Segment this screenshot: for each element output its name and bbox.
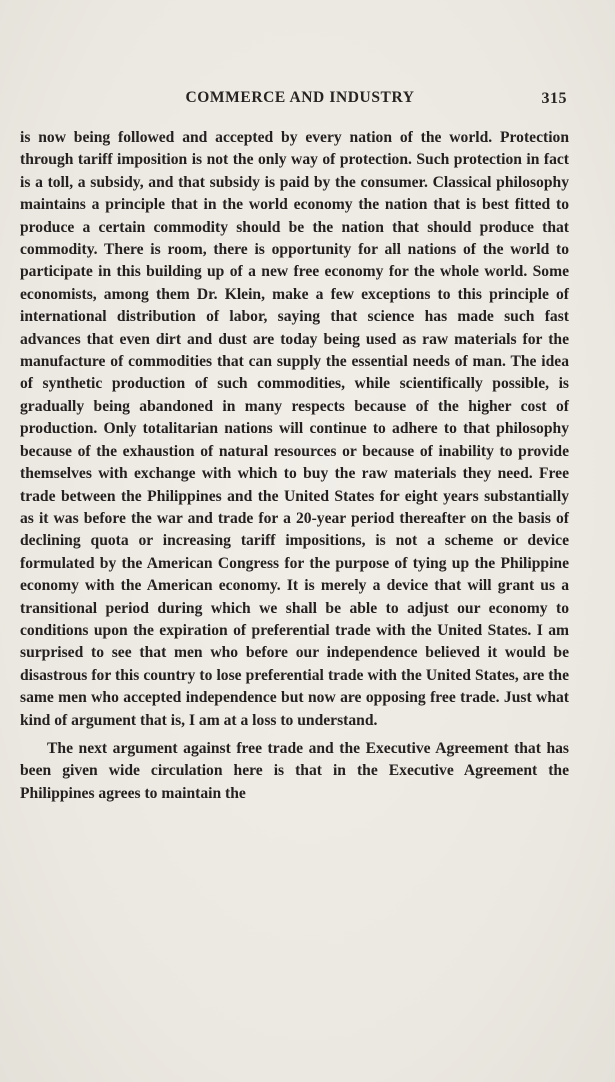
body-text xyxy=(20,127,569,805)
page-number: 315 xyxy=(541,90,567,107)
paragraph: is now being followed and accepted by every nation of the world. Protection through tariff imposition is not the only way of protection. Such protection in fact is a toll, a subsidy, and that subsidy is paid by the consumer. Classical philosophy maintains a principle that in the world economy the nation that is best fitted to produce a certain commodity should be the nation that should produce that commodity. There is room, there is opportunity for all nations of the world to participate in this building up of a new free economy for the whole world. Some economists, among them Dr. Klein, make a few exceptions to this principle of international distribution of labor, saying that science has made such fast advances that even dirt and dust are today being used as raw materials for the manufacture of commodities that can supply the essential needs of man. The idea of synthetic production of such commodities, while scientifically possible, is gradually being abandoned in many respects because of the higher cost of production. Only totalitarian nations will continue to adhere to that philosophy because of the exhaustion of natural resources or because of inability to provide themselves with exchange with which to buy the raw materials they need. Free trade between the Philippines and the United States for eight years substantially as it was before the war and trade for a 20-year period thereafter on the basis of declining quota or increasing tariff impositions, is not a scheme or device formulated by the American Congress for the purpose of tying up the Philippine economy with the American economy. It is merely a device that will grant us a transitional period during which we shall be able to adjust our economy to conditions upon the expiration of preferential trade with the United States. I am surprised to see that men who before our independence believed it would be disastrous for this country to lose preferential trade with the United States, are the same men who accepted independence but now are opposing free trade. Just what kind of argument that is, I am at a loss to understand. xyxy=(20,129,569,729)
paragraph: The next argument against free trade and the Executive Agreement that has been given wide circulation here is that in the Executive Agreement the Philippines agrees to maintain the xyxy=(20,739,569,802)
running-head xyxy=(0,89,615,115)
running-title: COMMERCE AND INDUSTRY xyxy=(185,89,415,106)
